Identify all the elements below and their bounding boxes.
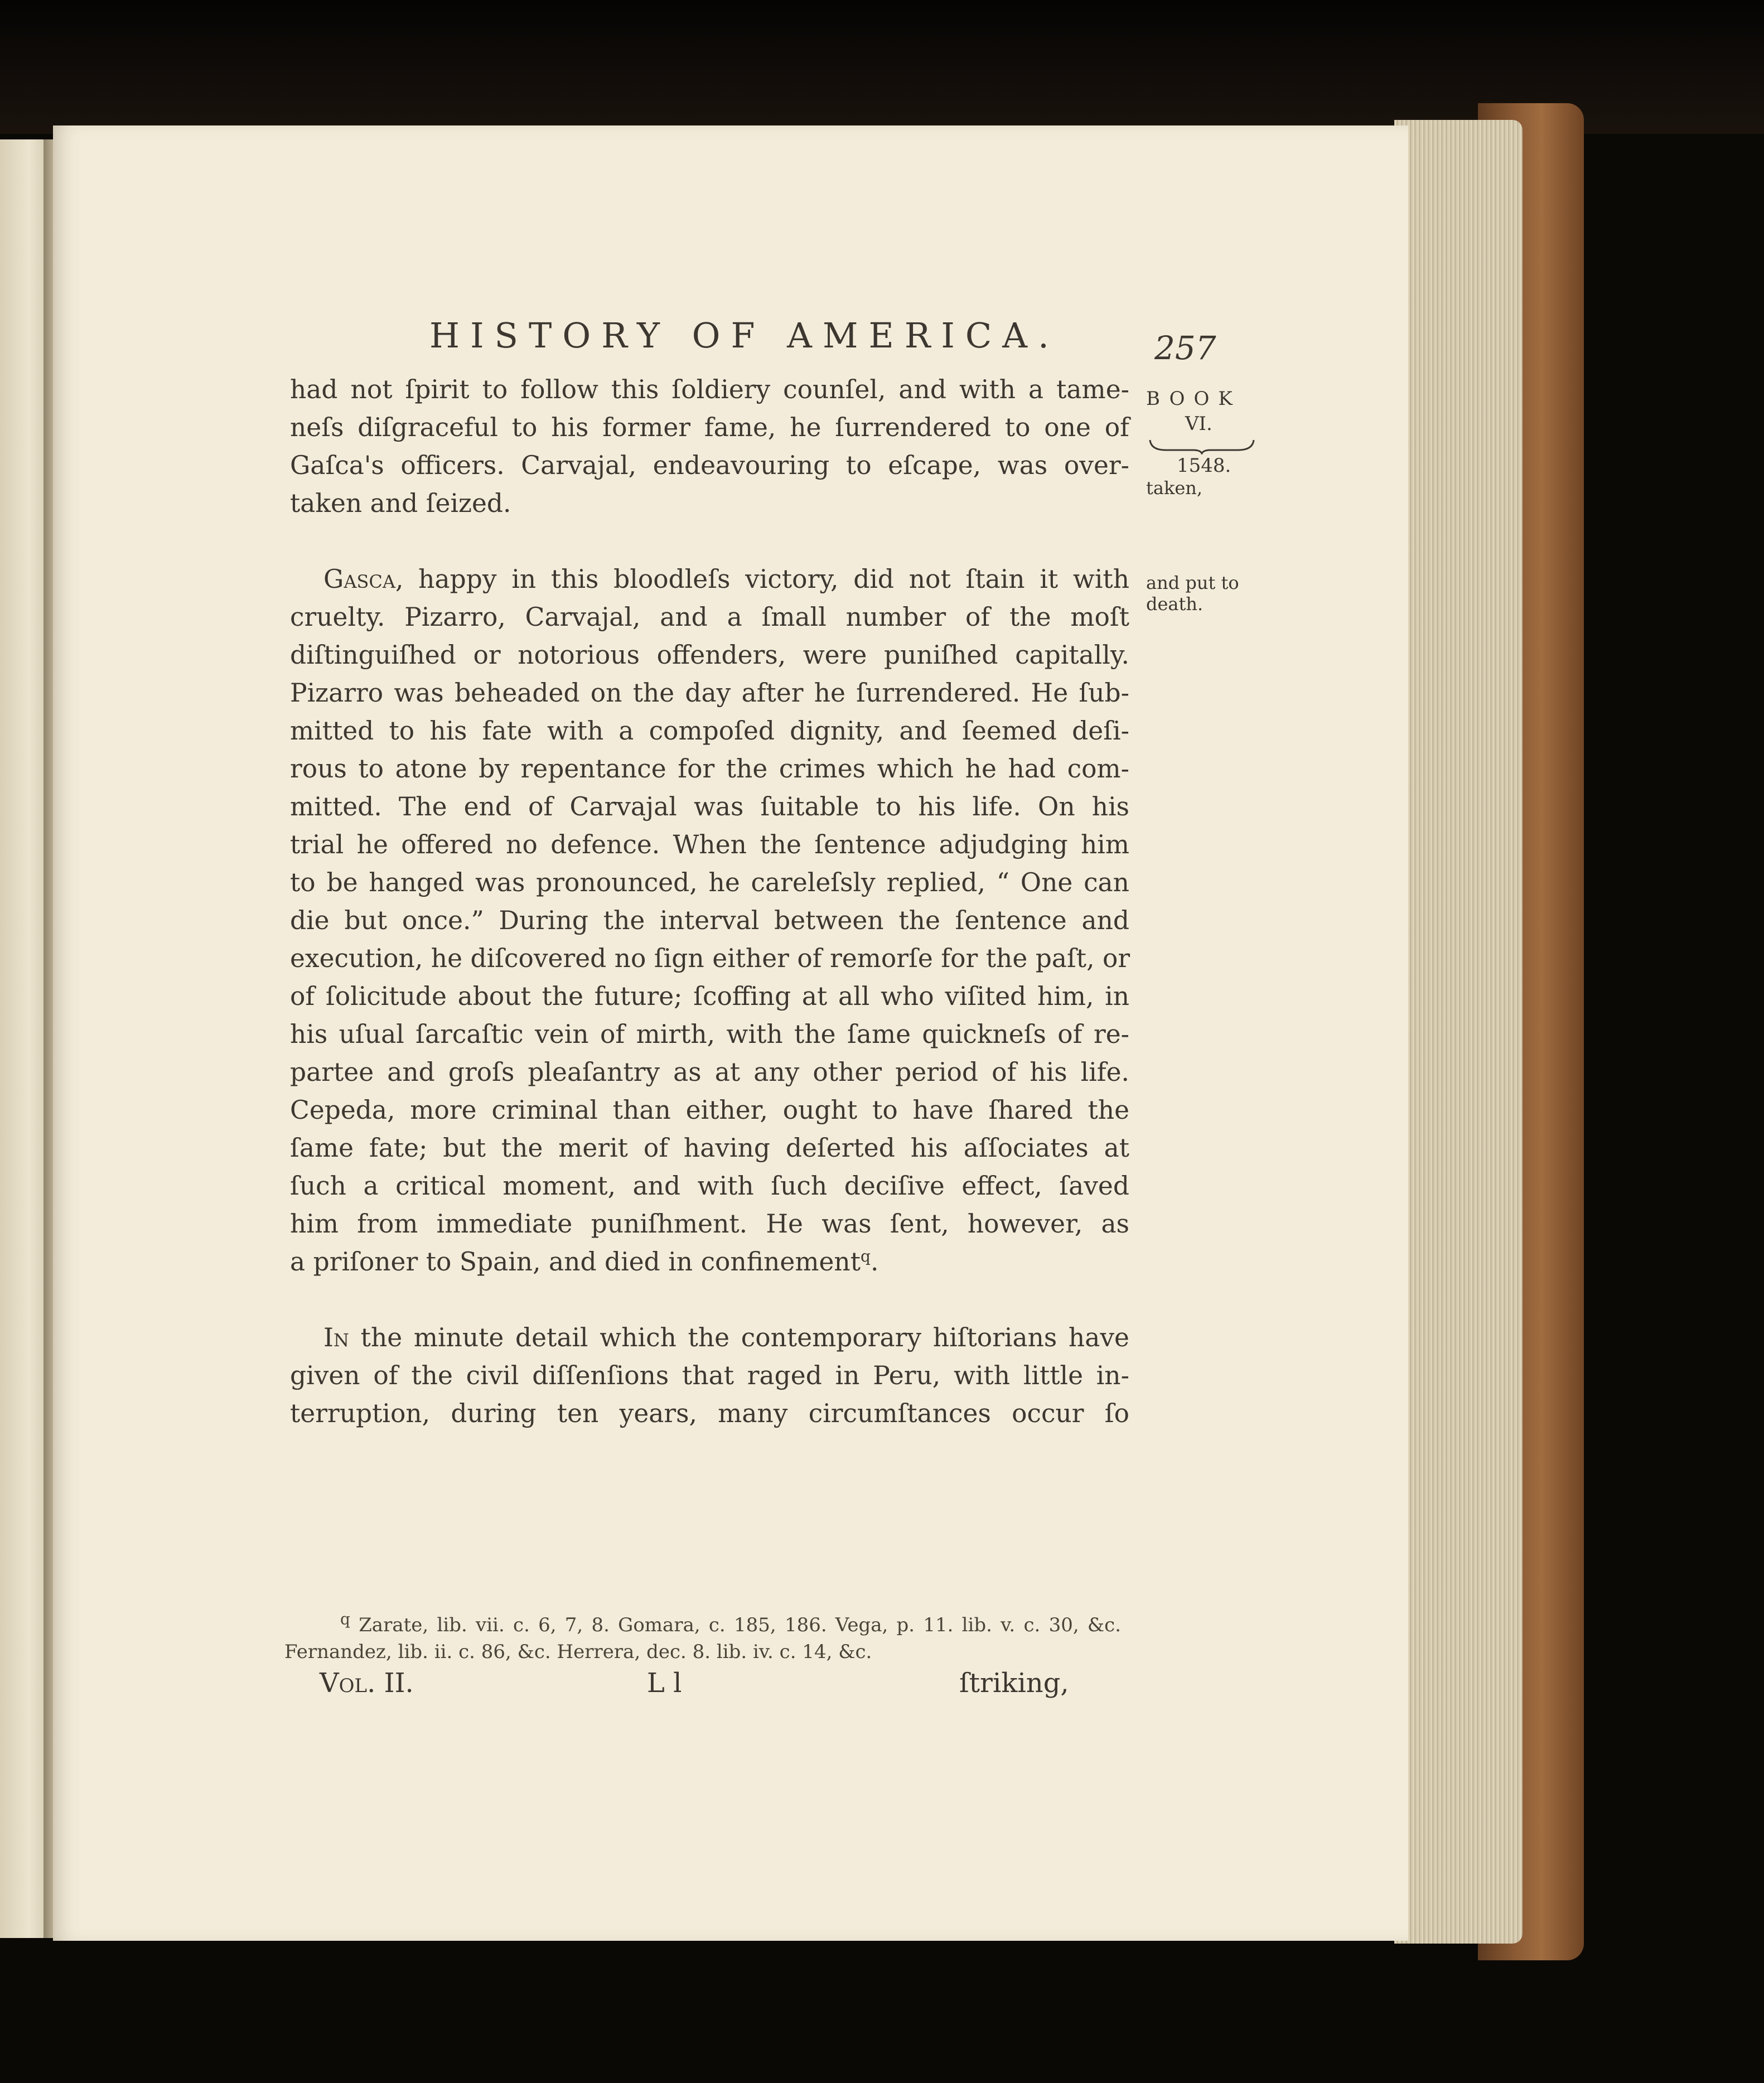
text-line: terruption, during ten years, many circumſtances occur ſo <box>290 1399 1129 1428</box>
margin-year: 1548. <box>1177 455 1231 477</box>
line-text: a priſoner to Spain, and died in confinement <box>290 1247 861 1277</box>
text-line: Gaſca's officers. Carvajal, endeavouring to eſcape, was over- <box>290 451 1129 480</box>
paragraph-gap <box>290 1281 1129 1319</box>
running-head: HISTORY OF AMERICA. <box>429 315 1060 356</box>
footnote-line <box>284 1612 1121 1639</box>
recto-page <box>53 125 1408 1941</box>
line-rest: happy in this bloodleſs victory, did not ſtain it with <box>403 564 1129 594</box>
text-line: to be hanged was pronounced, he careleſsly replied, “ One can <box>290 868 1129 897</box>
text-line <box>290 1243 1129 1281</box>
volume-signature <box>320 1668 414 1699</box>
paragraph-lead: Gasca, <box>323 564 404 594</box>
text-line: diſtinguiſhed or notorious offenders, were puniſhed capitally. <box>290 640 1129 670</box>
text-line: mitted. The end of Carvajal was ſuitable to his life. On his <box>290 792 1129 821</box>
text-line: execution, he diſcovered no ſign either of remorſe for the paſt, or <box>290 944 1130 973</box>
text-line: Pizarro was beheaded on the day after he ſurrendered. He ſub- <box>290 678 1129 708</box>
signature-mark: L l <box>647 1668 682 1699</box>
text-line: had not ſpirit to follow this ſoldiery counſel, and with a tame- <box>290 375 1129 404</box>
paragraph-lead: In <box>323 1323 349 1352</box>
footnote-marker: q <box>340 1610 350 1628</box>
footnote-text: Zarate, lib. vii. c. 6, 7, 8. Gomara, c. 185, 186. Vega, p. 11. lib. v. c. 30, &c. <box>359 1614 1121 1636</box>
margin-note-taken: taken, <box>1146 477 1203 499</box>
page-number: 257 <box>1154 329 1216 367</box>
volume-label: Vol. II. <box>320 1668 414 1699</box>
text-line <box>290 560 1129 598</box>
line-end: . <box>870 1247 879 1277</box>
text-line: given of the civil diſſenſions that raged in Peru, with little in- <box>290 1361 1129 1390</box>
text-line: ſame fate; but the merit of having deſerted his aſſociates at <box>290 1133 1129 1163</box>
paragraph-gap <box>290 523 1129 560</box>
text-line: mitted to his fate with a compoſed dignity, and ſeemed deſi- <box>290 716 1129 746</box>
footnote <box>284 1612 1121 1665</box>
catchword: ſtriking, <box>959 1668 1069 1699</box>
text-line: trial he offered no defence. When the ſentence adjudging him <box>290 830 1129 859</box>
text-line: die but once.” During the interval between the ſentence and <box>290 906 1129 935</box>
margin-book-number: VI. <box>1185 413 1212 435</box>
text-line: taken and ſeized. <box>290 489 511 518</box>
body-text <box>290 371 1129 1433</box>
footnote-marker[interactable]: q <box>861 1246 871 1265</box>
margin-note-death-line1: and put to <box>1146 572 1239 593</box>
text-line: cruelty. Pizarro, Carvajal, and a ſmall number of the moſt <box>290 602 1129 632</box>
line-rest: the minute detail which the contemporary hiſtorians have <box>349 1323 1129 1352</box>
margin-note-death-line2: death. <box>1146 593 1204 615</box>
text-line: rous to atone by repentance for the crimes which he had com- <box>290 754 1129 784</box>
margin-book-label: BOOK <box>1146 388 1241 410</box>
text-line: him from immediate puniſhment. He was ſent, however, as <box>290 1209 1129 1239</box>
page-block-edges <box>1394 120 1523 1944</box>
margin-brace-icon <box>1149 438 1255 455</box>
text-line: of ſolicitude about the future; ſcoffing at all who viſited him, in <box>290 982 1129 1011</box>
text-line: his uſual ſarcaſtic vein of mirth, with the ſame quickneſs of re- <box>290 1019 1129 1049</box>
text-line: neſs diſgraceful to his former fame, he ſurrendered to one of <box>290 413 1129 442</box>
text-line: ſuch a critical moment, and with ſuch deciſive effect, ſaved <box>290 1171 1129 1201</box>
footnote-line: Fernandez, lib. ii. c. 86, &c. Herrera, dec. 8. lib. iv. c. 14, &c. <box>284 1641 872 1663</box>
text-line: partee and groſs pleaſantry as at any other period of his life. <box>290 1057 1129 1087</box>
text-line: Cepeda, more criminal than either, ought to have ſhared the <box>290 1095 1129 1125</box>
text-line <box>290 1319 1129 1357</box>
